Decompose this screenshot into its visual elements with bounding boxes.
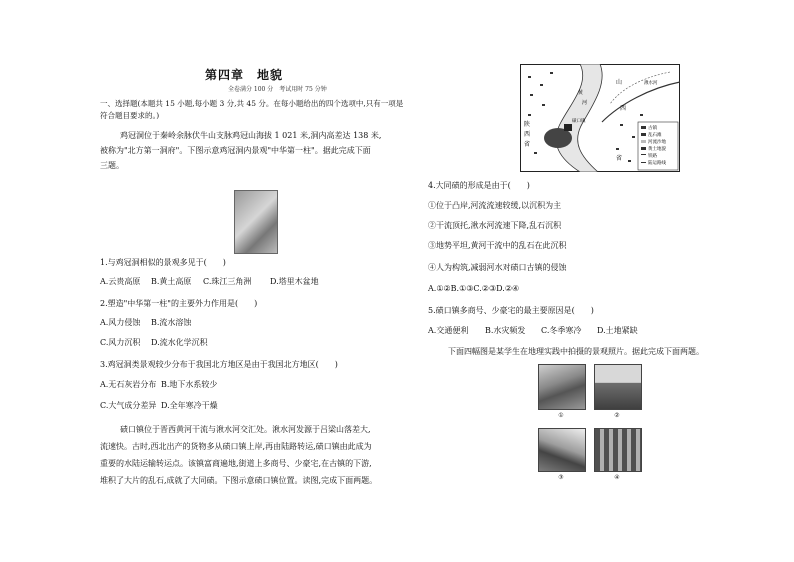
q1-option-c: C.珠江三角洲 — [203, 277, 252, 286]
photo-label-4: ④ — [614, 474, 620, 481]
q1-option-b: B.黄土高原 — [151, 277, 192, 286]
qikou-map — [520, 64, 680, 172]
exam-info: 全卷满分 100 分 考试用时 75 分钟 — [228, 86, 327, 93]
q4-item-2: ②干流顶托,湫水河流速下降,乱石沉积 — [428, 221, 562, 230]
q2-option-a: A.风力侵蚀 — [100, 318, 141, 327]
q3-option-c: C.大气成分差异 — [100, 401, 157, 410]
question-1: 1.与鸡冠洞相似的景观多见于( ) — [100, 258, 226, 267]
legend-item: 河流沙地 — [648, 140, 666, 145]
region-label: 西 — [620, 105, 627, 112]
intro-line-3: 三题。 — [100, 161, 124, 170]
river-label: 黄 — [578, 90, 584, 96]
q4-item-3: ③地势平坦,黄河干流中的乱石在此沉积 — [428, 241, 567, 250]
question-4: 4.大同碛的形成是由于( ) — [428, 181, 530, 190]
legend-item: 乱石滩 — [648, 133, 662, 138]
section-heading: 一、选择题(本题共 15 小题,每小题 3 分,共 45 分。在每小题给出的四个选项中,只有一项是 — [100, 99, 404, 108]
town-label: 碛口镇 — [572, 119, 586, 124]
river-label: 河 — [582, 100, 588, 106]
q4-options: A.①②B.①③C.②③D.②④ — [428, 284, 520, 293]
landscape-photo-4 — [594, 428, 642, 472]
q4-item-4: ④人为构筑,减弱河水对碛口古镇的侵蚀 — [428, 263, 567, 272]
passage2-line-3: 重要的水陆运输转运点。该镇富商遍地,街道上多商号、少豪宅,在古镇的下游, — [100, 459, 372, 468]
question-2: 2.塑造"中华第一柱"的主要外力作用是( ) — [100, 299, 258, 308]
q1-option-d: D.塔里木盆地 — [270, 277, 319, 286]
passage2-line-2: 流速快。古时,西北出产的货物多从碛口镇上岸,再由陆路转运,碛口镇由此成为 — [100, 442, 372, 451]
legend-item: 黄土地貌 — [648, 147, 666, 152]
q2-option-b: B.流水溶蚀 — [151, 318, 192, 327]
passage3: 下面四幅图是某学生在地理实践中拍摄的景观照片。据此完成下面两题。 — [448, 347, 704, 356]
region-label: 省 — [616, 155, 623, 162]
question-5: 5.碛口镇多商号、少豪宅的最主要原因是( ) — [428, 306, 594, 315]
landscape-photo-2 — [594, 364, 642, 410]
q5-option-d: D.土地紧缺 — [597, 326, 638, 335]
region-label: 西 — [524, 131, 531, 138]
q5-option-c: C.冬季寒冷 — [541, 326, 582, 335]
landscape-photo-3 — [538, 428, 586, 472]
passage2-line-4: 堆积了大片的乱石,成就了大同碛。下图示意碛口镇位置。读图,完成下面两题。 — [100, 476, 378, 485]
photo-label-2: ② — [614, 412, 620, 419]
region-label: 省 — [524, 141, 531, 148]
q2-option-d: D.流水化学沉积 — [151, 338, 208, 347]
q3-option-b: B.地下水系较少 — [161, 380, 218, 389]
intro-line-1: 鸡冠洞位于秦岭余脉伏牛山支脉鸡冠山海拔 1 021 米,洞内高差达 138 米, — [120, 131, 382, 140]
intro-line-2: 被称为"北方第一洞府"。下图示意鸡冠洞内景观"中华第一柱"。据此完成下面 — [100, 146, 371, 155]
q3-option-a: A.无石灰岩分布 — [100, 380, 157, 389]
legend-item: 陆运路线 — [648, 161, 666, 166]
photo-label-3: ③ — [558, 474, 564, 481]
page-title: 第四章 地貌 — [205, 68, 284, 82]
region-label: 山 — [616, 79, 623, 86]
q3-option-d: D.全年寒冷干燥 — [161, 401, 218, 410]
legend-item: 古镇 — [648, 126, 657, 131]
q1-option-a: A.云贵高原 — [100, 277, 141, 286]
q5-option-a: A.交通便利 — [428, 326, 469, 335]
photo-label-1: ① — [558, 412, 564, 419]
landscape-photo-1 — [538, 364, 586, 410]
q4-item-1: ①位于凸岸,河流流速较缓,以沉积为主 — [428, 201, 562, 210]
legend-item: 铁路 — [648, 154, 657, 159]
cave-pillar-photo — [234, 190, 278, 254]
section-heading-cont: 符合题目要求的。) — [100, 111, 160, 120]
river-label: 湫水河 — [644, 81, 658, 86]
region-label: 陕 — [524, 121, 531, 128]
q5-option-b: B.水灾频发 — [485, 326, 526, 335]
q2-option-c: C.风力沉积 — [100, 338, 141, 347]
question-3: 3.鸡冠洞类景观较少分布于我国北方地区是由于我国北方地区( ) — [100, 360, 338, 369]
passage2-line-1: 碛口镇位于晋西黄河干流与湫水河交汇处。湫水河发源于吕梁山落差大, — [120, 425, 371, 434]
